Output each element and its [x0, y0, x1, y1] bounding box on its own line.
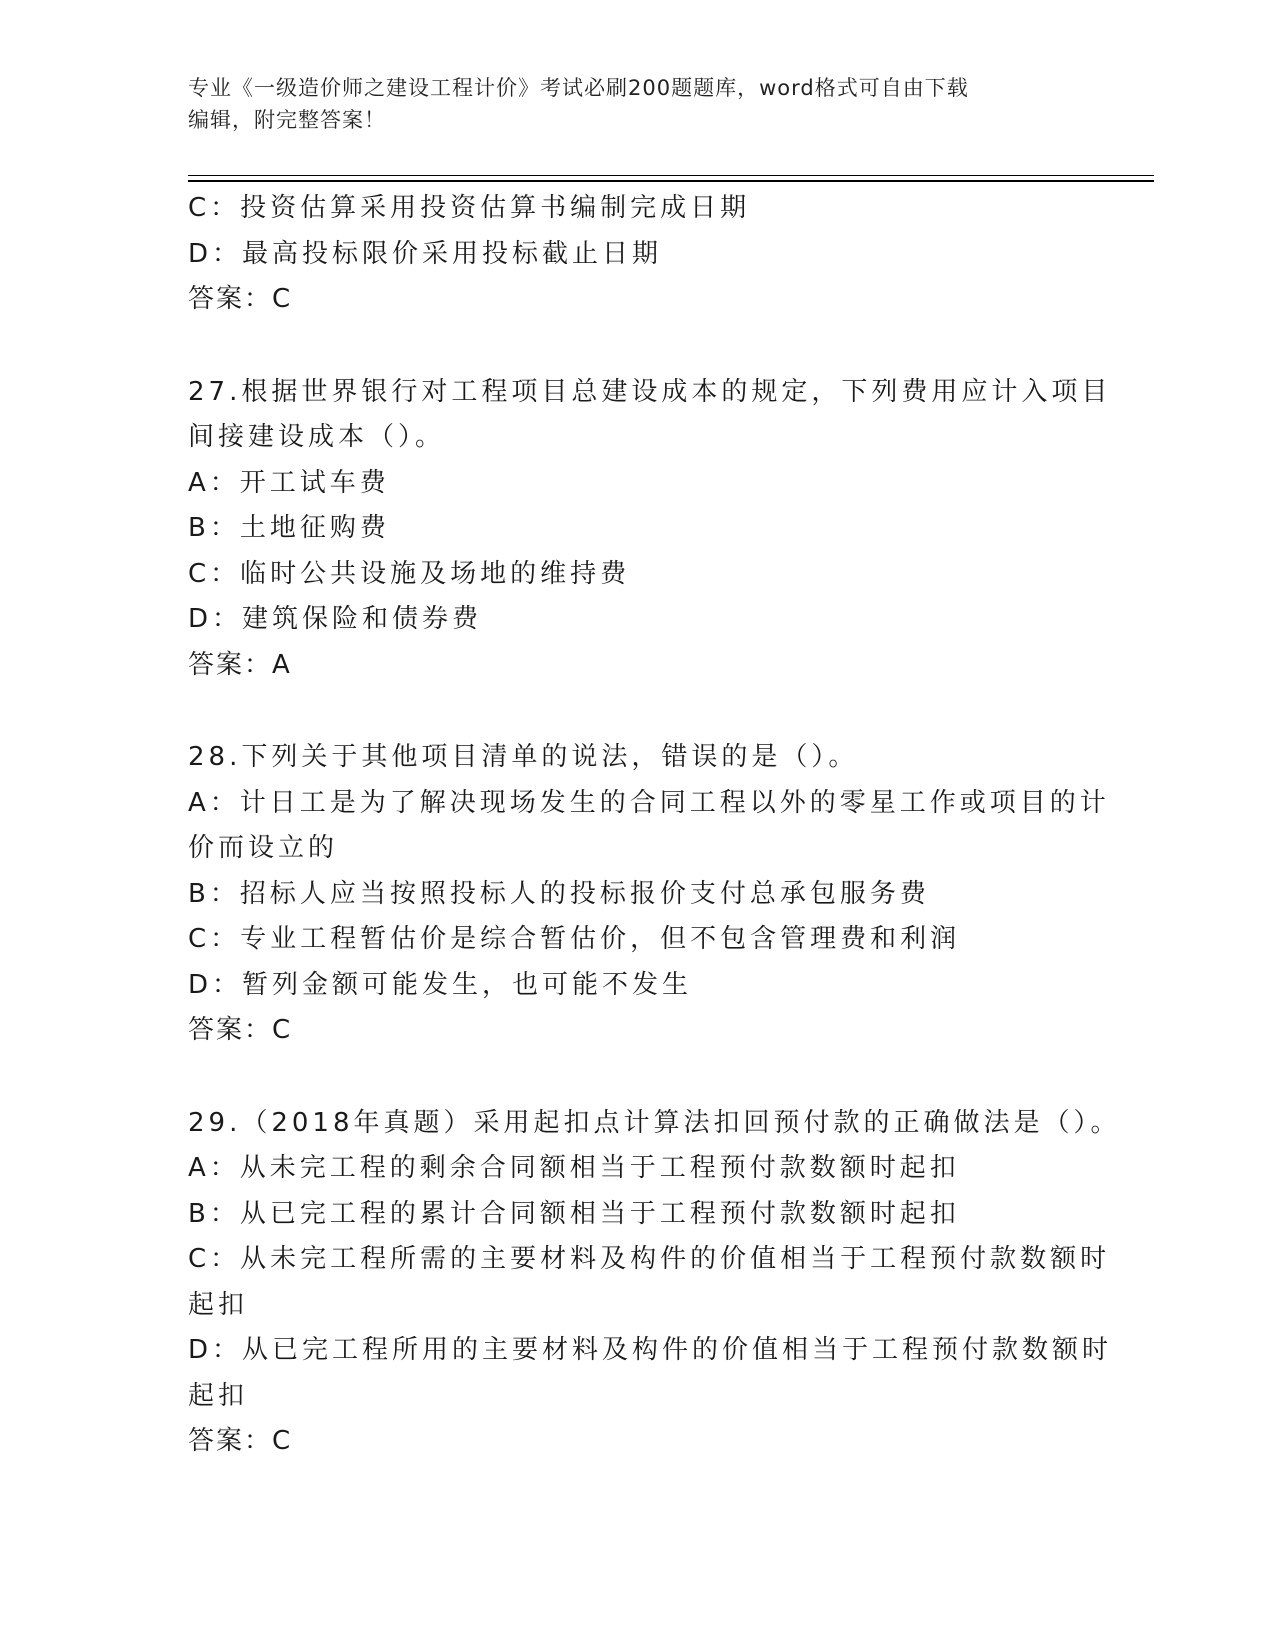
option-d-continued: 起扣	[188, 1380, 249, 1411]
option-b: B：招标人应当按照投标人的投标报价支付总承包服务费	[188, 878, 930, 909]
option-a-continued: 价而设立的	[188, 833, 339, 863]
header-rule-thin	[188, 175, 1154, 176]
option-a: A：开工试车费	[188, 467, 390, 498]
option-d: D：从已完工程所用的主要材料及构件的价值相当于工程预付款数额时	[188, 1335, 1113, 1365]
option-a: A：计日工是为了解决现场发生的合同工程以外的零星工作或项目的计	[188, 787, 1110, 818]
option-c: C：投资估算采用投资估算书编制完成日期	[188, 193, 751, 223]
option-c-continued: 起扣	[188, 1289, 249, 1320]
spacer	[188, 1054, 1088, 1101]
option-c: C：临时公共设施及场地的维持费	[188, 558, 631, 589]
question-content	[188, 186, 1121, 1465]
option-b: B：土地征购费	[188, 513, 390, 543]
option-b: B：从已完工程的累计合同额相当于工程预付款数额时起扣	[188, 1198, 960, 1229]
question-27	[188, 370, 1112, 689]
answer-line: 答案：C	[188, 1426, 293, 1456]
header-line-1: 专业《一级造价师之建设工程计价》考试必刷200题题库，word格式可自由下载	[188, 76, 969, 100]
question-fragment	[188, 186, 1088, 323]
answer-line: 答案：C	[188, 284, 293, 314]
question-stem-line: 29.（2018年真题）采用起扣点计算法扣回预付款的正确做法是（）。	[188, 1107, 1121, 1138]
answer-line: 答案：A	[188, 649, 292, 680]
header-line-2: 编辑，附完整答案！	[188, 108, 386, 132]
header-rule-thick	[188, 180, 1154, 182]
option-d: D：暂列金额可能发生，也可能不发生	[188, 969, 693, 1000]
question-28	[188, 735, 1110, 1054]
page-header	[188, 72, 1068, 136]
question-stem-line: 27.根据世界银行对工程项目总建设成本的规定，下列费用应计入项目	[188, 376, 1112, 407]
option-c: C：专业工程暂估价是综合暂估价，但不包含管理费和利润	[188, 924, 961, 954]
question-stem-line: 间接建设成本（）。	[188, 422, 446, 452]
option-d: D：最高投标限价采用投标截止日期	[188, 238, 663, 269]
option-c: C：从未完工程所需的主要材料及构件的价值相当于工程预付款数额时	[188, 1244, 1111, 1274]
option-d: D：建筑保险和债券费	[188, 604, 483, 634]
spacer	[188, 323, 1088, 370]
option-a: A：从未完工程的剩余合同额相当于工程预付款数额时起扣	[188, 1153, 960, 1183]
question-stem-line: 28.下列关于其他项目清单的说法，错误的是（）。	[188, 742, 859, 772]
spacer	[188, 688, 1088, 735]
answer-line: 答案：C	[188, 1015, 293, 1045]
question-29	[188, 1101, 1121, 1465]
